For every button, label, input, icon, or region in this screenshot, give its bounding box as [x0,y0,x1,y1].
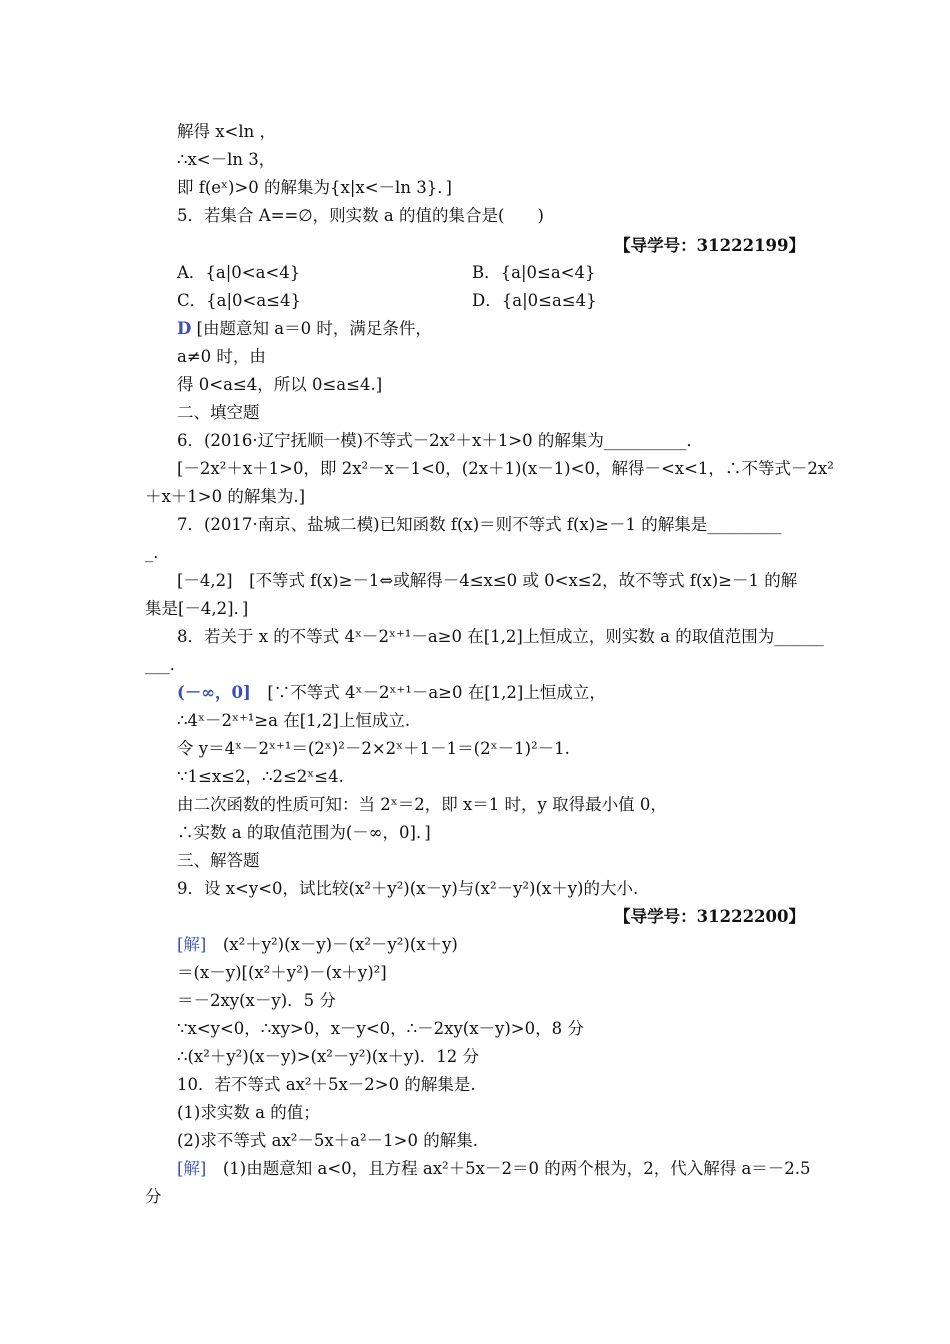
solution-text: (1)由题意知 a<0，且方程 ax²＋5x－2＝0 的两个根为，2，代入解得 a＝－2.5 [206,1159,811,1178]
option-a: A．{a|0<a<4} [177,263,301,282]
answer-label: D [177,319,192,338]
solution-label: [解] [177,1159,207,1178]
question-6: 6．(2016·辽宁抚顺一模)不等式－2x²＋x＋1>0 的解集为__________． [177,431,703,450]
solution-10 [177,1158,811,1180]
text-line: ∴(x²＋y²)(x－y)>(x²－y²)(x＋y)．12 分 [177,1047,480,1066]
question-7: 7．(2017·南京、盐城二模)已知函数 f(x)＝则不等式 f(x)≥－1 的解集是_________ [177,515,782,534]
text-line: 令 y＝4ˣ－2ˣ⁺¹＝(2ˣ)²－2×2ˣ＋1－1＝(2ˣ－1)²－1. [177,739,570,758]
text-line: 分 [145,1187,162,1206]
text-line: (1)求实数 a 的值； [177,1103,320,1122]
section-heading: 三、解答题 [177,851,260,870]
answer-6: [－2x²＋x＋1>0，即 2x²－x－1<0，(2x＋1)(x－1)<0，解得－<x<1，∴不等式－2x² [177,459,834,478]
answer-text: [∵不等式 4ˣ－2ˣ⁺¹－a≥0 在[1,2]上恒成立， [250,683,606,702]
answer-line [177,318,432,340]
text-line: ∵1≤x≤2，∴2≤2ˣ≤4. [177,767,344,786]
answer-text: [由题意知 a＝0 时，满足条件， [191,319,432,338]
answer-8 [177,682,606,704]
section-heading: 二、填空题 [177,403,260,422]
text-line: 得 0<a≤4，所以 0≤a≤4.] [177,375,383,394]
text-line: 集是[－4,2]．] [145,599,249,618]
text-line: ＝－2xy(x－y)．5 分 [177,991,336,1010]
solution-text: (x²＋y²)(x－y)－(x²－y²)(x＋y) [206,935,458,954]
guide-number: 【导学号：31222200】 [614,907,805,926]
text-line: ∴实数 a 的取值范围为(－∞，0]．] [177,823,431,842]
text-line: ___． [145,655,187,674]
text-line: 即 f(eˣ)>0 的解集为{x|x<－ln 3}．] [177,178,452,197]
guide-number: 【导学号：31222199】 [614,236,805,255]
text-line: ＝(x－y)[(x²＋y²)－(x＋y)²] [177,963,387,982]
option-d: D．{a|0≤a≤4} [472,291,597,310]
text-line: 解得 x<ln ， [177,122,277,141]
text-line: ∴4ˣ－2ˣ⁺¹≥a 在[1,2]上恒成立. [177,711,411,730]
solution-label: [解] [177,935,207,954]
option-c: C．{a|0<a≤4} [177,291,301,310]
text-line: ∴x<－ln 3， [177,150,276,169]
text-line: (2)求不等式 ax²－5x＋a²－1>0 的解集. [177,1131,478,1150]
question-5: 5．若集合 A==∅，则实数 a 的值的集合是( ) [177,206,544,225]
answer-7: [－4,2] [不等式 f(x)≥－1⇔或解得－4≤x≤0 或 0<x≤2，故不等式 f(x)≥－1 的解 [177,571,798,590]
text-line: _． [145,543,170,562]
question-9: 9．设 x<y<0，试比较(x²＋y²)(x－y)与(x²－y²)(x＋y)的大小. [177,879,639,898]
answer-label: (－∞，0] [177,683,251,702]
text-line: ＋x＋1>0 的解集为.] [145,487,306,506]
solution-9 [177,934,458,956]
text-line: ∵x<y<0，∴xy>0，x－y<0，∴－2xy(x－y)>0，8 分 [177,1019,584,1038]
question-8: 8．若关于 x 的不等式 4ˣ－2ˣ⁺¹－a≥0 在[1,2]上恒成立，则实数 a 的取值范围为______ [177,627,824,646]
text-line: a≠0 时，由 [177,347,266,366]
question-10: 10．若不等式 ax²＋5x－2>0 的解集是. [177,1075,476,1094]
option-b: B．{a|0≤a<4} [472,263,596,282]
text-line: 由二次函数的性质可知：当 2ˣ＝2，即 x＝1 时，y 取得最小值 0， [177,795,667,814]
